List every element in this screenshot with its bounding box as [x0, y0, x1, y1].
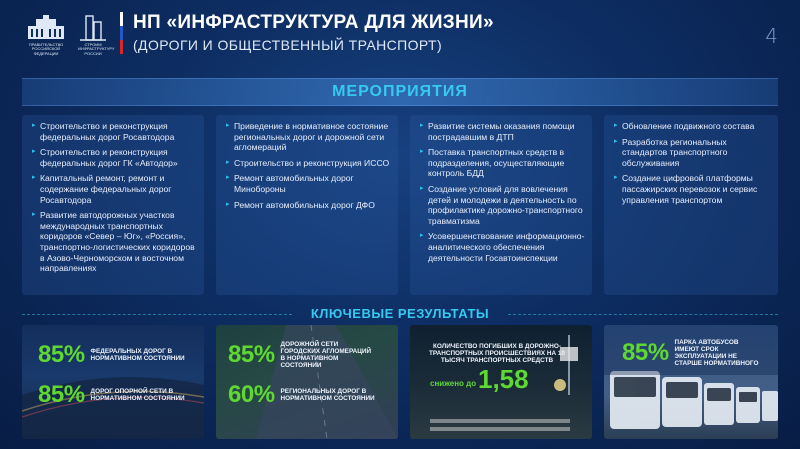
list-item: ▸ Развитие системы оказания помощи пострадавшим в ДТП	[420, 121, 575, 142]
bullet-icon: ▸	[32, 122, 36, 129]
list-item: ▸ Капитальный ремонт, ремонт и содержание федеральных дорог Росавтодора	[32, 173, 172, 205]
stat-core-network-roads	[38, 381, 186, 409]
bullet-icon: ▸	[32, 211, 36, 219]
stat-prefix: снижено до	[430, 379, 477, 388]
bullet-icon: ▸	[420, 184, 424, 192]
infrastructure-logo	[78, 14, 115, 56]
buildings-icon	[78, 14, 108, 42]
page-number: 4	[765, 24, 778, 48]
list-item: ▸ Строительство и реконструкция ИССО	[226, 157, 390, 168]
bullet-icon: ▸	[32, 148, 36, 156]
measures-column-1	[22, 115, 204, 295]
measures-column-4	[604, 115, 778, 295]
bullet-icon: ▸	[614, 174, 618, 182]
measures-heading: МЕРОПРИЯТИЯ	[22, 78, 778, 106]
bullet-icon: ▸	[614, 137, 618, 145]
page-title: НП «ИНФРАСТРУКТУРА ДЛЯ ЖИЗНИ»	[133, 12, 494, 33]
stat-value: 85%	[38, 341, 85, 368]
measures-column-3	[410, 115, 592, 295]
list-item: ▸ Создание условий для вовлечения детей и молодежи в деятельность по профилактике дорожно-транспортного травматизма	[420, 183, 583, 226]
page-subtitle: (ДОРОГИ И ОБЩЕСТВЕННЫЙ ТРАНСПОРТ)	[133, 37, 443, 53]
measures-column-2	[216, 115, 398, 295]
bullet-icon: ▸	[420, 122, 424, 129]
list-item: ▸ Разработка региональных стандартов транспортного обслуживания	[614, 136, 728, 168]
flag-divider	[120, 12, 123, 54]
infrastructure-logo-text: СТРОИМ ИНФРАСТРУКТУРУ РОССИИ	[78, 41, 115, 56]
stat-label: ПАРКА АВТОБУСОВ ИМЕЮТ СРОК ЭКСПЛУАТАЦИИ НЕ СТАРШЕ НОРМАТИВНОГО	[674, 339, 759, 367]
list-item: ▸ Создание цифровой платформы пассажирских перевозок и сервис управления транспортом	[614, 173, 758, 205]
result-card-urban-roads	[216, 325, 398, 439]
header	[0, 0, 800, 66]
results-heading: КЛЮЧЕВЫЕ РЕЗУЛЬТАТЫ	[310, 306, 490, 321]
result-card-bus-fleet	[604, 325, 778, 439]
list-item: ▸ Приведение в нормативное состояние региональных дорог и дорожной сети агломераций	[226, 121, 389, 153]
list-item: ▸ Развитие автодорожных участков международных транспортных коридоров «Север – Юг», «Россия», транспортно-логистических коридоров в Азово-Черноморском и восточном направлениях	[32, 210, 195, 274]
stat-bus-fleet	[622, 339, 765, 367]
stat-label: ДОРОЖНОЙ СЕТИ ГОРОДСКИХ АГЛОМЕРАЦИЙ В НОРМАТИВНОМ СОСТОЯНИИ	[280, 341, 372, 369]
bullet-icon: ▸	[614, 122, 618, 129]
list-item: ▸ Обновление подвижного состава	[614, 121, 755, 131]
stat-urban-agglomeration-roads	[228, 341, 376, 369]
stat-value: 85%	[228, 341, 275, 368]
bullet-icon: ▸	[226, 122, 230, 129]
list-item: ▸ Усовершенствование информационно-аналитического обеспечения деятельности Госавтоинспекции	[420, 231, 585, 263]
stat-label: КОЛИЧЕСТВО ПОГИБШИХ В ДОРОЖНО-ТРАНСПОРТНЫХ ПРОИСШЕСТВИЯХ НА 10 ТЫСЯЧ ТРАНСПОРТНЫХ СРЕДСТВ	[429, 343, 565, 364]
result-card-road-fatalities	[410, 325, 592, 439]
list-item: ▸ Строительство и реконструкция федеральных дорог ГК «Автодор»	[32, 147, 178, 168]
bullet-icon: ▸	[226, 174, 230, 182]
stat-value: 60%	[228, 381, 275, 408]
stat-label: ФЕДЕРАЛЬНЫХ ДОРОГ В НОРМАТИВНОМ СОСТОЯНИИ	[90, 348, 185, 362]
stat-label: РЕГИОНАЛЬНЫХ ДОРОГ В НОРМАТИВНОМ СОСТОЯНИИ	[280, 388, 375, 402]
bullet-icon: ▸	[32, 174, 36, 182]
stat-label: ДОРОГ ОПОРНОЙ СЕТИ В НОРМАТИВНОМ СОСТОЯНИИ	[90, 388, 185, 402]
stat-value: 85%	[38, 381, 85, 408]
government-building-icon	[22, 14, 70, 42]
list-item: ▸ Поставка транспортных средств в подразделения, осуществляющие контроль БДД	[420, 147, 565, 179]
result-card-federal-roads	[22, 325, 204, 439]
bullet-icon: ▸	[420, 232, 424, 240]
bullet-icon: ▸	[226, 158, 230, 166]
list-item: ▸ Строительство и реконструкция федеральных дорог Росавтодора	[32, 121, 175, 142]
government-emblem-logo	[22, 14, 70, 56]
stat-value: 1,58	[478, 364, 529, 394]
stat-regional-roads	[228, 381, 376, 409]
bullet-icon: ▸	[226, 200, 230, 208]
list-item: ▸ Ремонт автомобильных дорог Минобороны	[226, 173, 354, 194]
government-logo-text: ПРАВИТЕЛЬСТВО РОССИЙСКОЙ ФЕДЕРАЦИИ	[28, 41, 64, 56]
bullet-icon: ▸	[420, 148, 424, 156]
list-item: ▸ Ремонт автомобильных дорог ДФО	[226, 199, 375, 210]
stat-federal-roads	[38, 341, 186, 369]
stat-value: 85%	[622, 339, 669, 366]
